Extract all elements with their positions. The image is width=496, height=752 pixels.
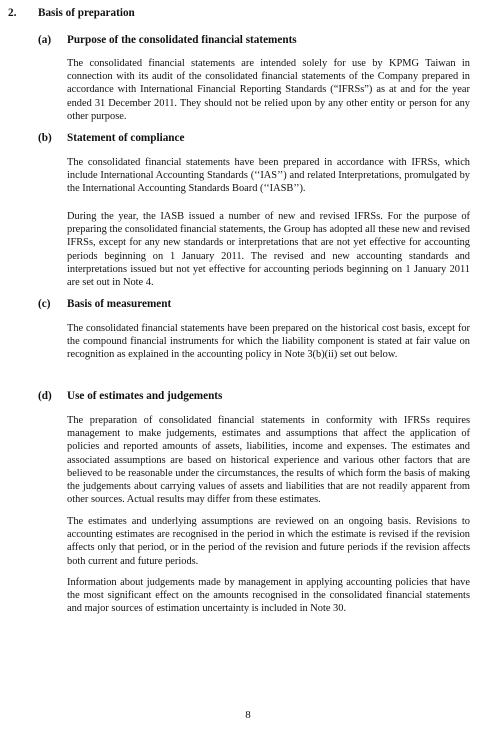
subsection-b-paragraph-1: The consolidated financial statements have been prepared in accordance with IFRSs, which include International Accounting Standards (‘‘IAS’’) and related Interpretations, promulgated by the International Accounting Standards Board (‘‘IASB’’).	[67, 157, 470, 195]
subsection-b-label: (b)	[38, 132, 52, 144]
subsection-b-title: Statement of compliance	[67, 132, 185, 144]
subsection-a-label: (a)	[38, 34, 52, 46]
subsection-a-paragraph-1: The consolidated financial statements are intended solely for use by KPMG Taiwan in connection with its audit of the consolidated financial statements of the Company prepared in accordance with International Financial Reporting Standards (“IFRSs”) as at and for the year ended 31 December 2011. They should not be relied upon by any other entity or person for any other purpose.	[67, 58, 470, 122]
section-title: Basis of preparation	[38, 7, 135, 19]
section-number: 2.	[8, 7, 17, 19]
subsection-c-paragraph-1: The consolidated financial statements have been prepared on the historical cost basis, except for the compound financial instruments for which the liability component is stated at fair value on recognition as explained in the accounting policy in Note 3(b)(ii) set out below.	[67, 323, 470, 361]
subsection-c-label: (c)	[38, 298, 51, 310]
subsection-d-paragraph-2: The estimates and underlying assumptions are reviewed on an ongoing basis. Revisions to accounting estimates are recognised in the period in which the estimate is revised if the revision affects only that period, or in the period of the revision and future periods if the revision affects both current and future periods.	[67, 516, 470, 567]
subsection-a-title: Purpose of the consolidated financial statements	[67, 34, 297, 46]
subsection-d-paragraph-1: The preparation of consolidated financial statements in conformity with IFRSs requires management to make judgements, estimates and assumptions that affect the application of policies and reported amounts of assets, liabilities, income and expenses. The estimates and associated assumptions are based on historical experience and various other factors that are believed to be reasonable under the circumstances, the results of which form the basis of making the judgements about carrying values of assets and liabilities that are not readily apparent from other sources. Actual results may differ from these estimates.	[67, 415, 470, 506]
page-number: 8	[245, 709, 251, 721]
subsection-d-title: Use of estimates and judgements	[67, 390, 223, 402]
subsection-b-paragraph-2: During the year, the IASB issued a number of new and revised IFRSs. For the purpose of preparing the consolidated financial statements, the Group has adopted all these new and revised IFRSs, except for any new standards or interpretations that are not yet effective for accounting periods beginning on 1 January 2011. The revised and new accounting standards and interpretations issued but not yet effective for accounting periods beginning on 1 January 2011 are set out in Note 4.	[67, 211, 470, 289]
subsection-d-label: (d)	[38, 390, 52, 402]
subsection-c-title: Basis of measurement	[67, 298, 172, 310]
subsection-d-paragraph-3: Information about judgements made by management in applying accounting policies that have the most significant effect on the amounts recognised in the consolidated financial statements and major sources of estimation uncertainty is included in Note 30.	[67, 577, 470, 615]
